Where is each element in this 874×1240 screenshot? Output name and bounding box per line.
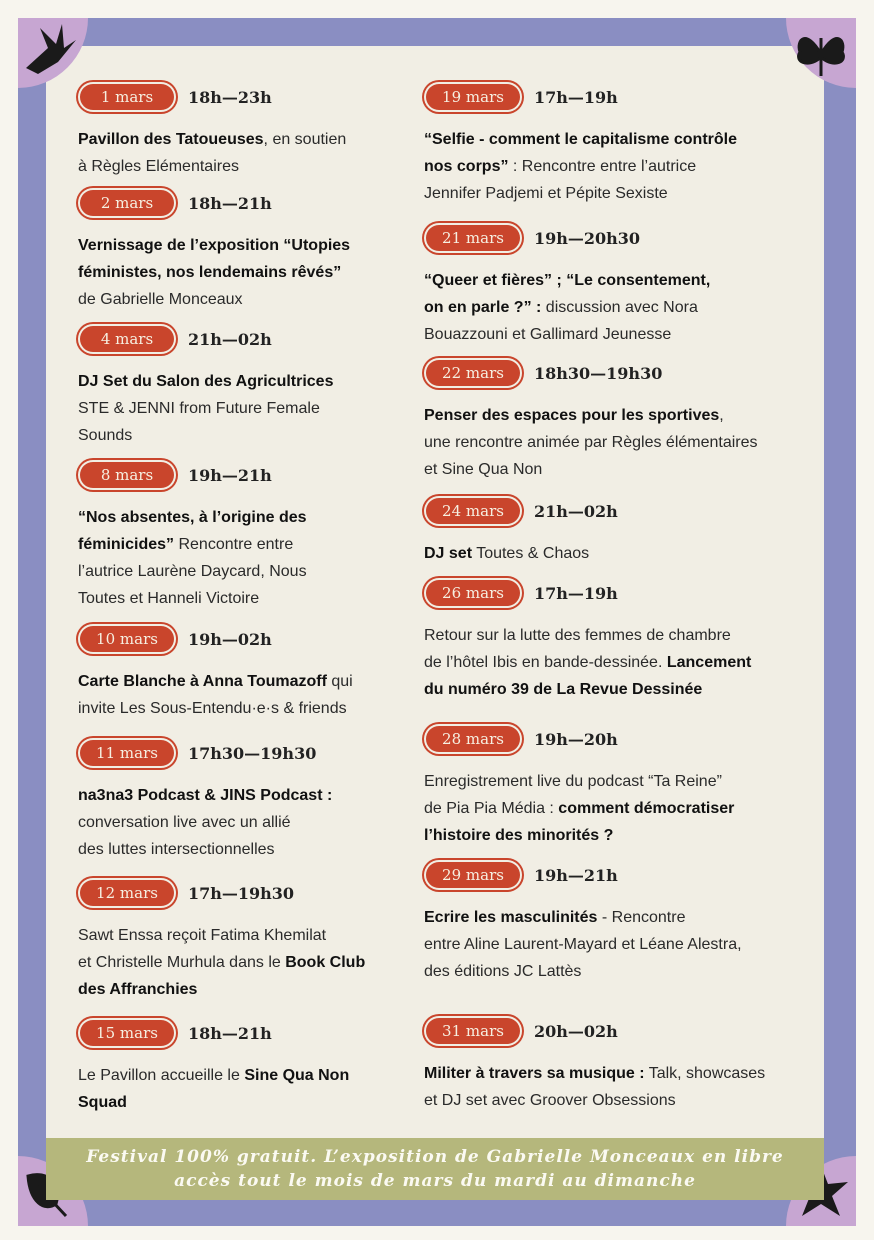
footer-line-1: Festival 100% gratuit. L’exposition de Gabrielle Monceaux en libre [86,1147,784,1167]
date-badge: 24 mars [424,496,522,526]
event-description [78,126,468,180]
event-description [78,922,468,1003]
event-body-text: de Pia Pia Média : [424,800,559,817]
event-body-text: l’autrice Laurène Daycard, Nous [78,563,307,580]
event-header [78,876,468,910]
event-body-text: invite Les Sous-Entendu·e·s & friends [78,700,347,717]
event-title-text: Pavillon des Tatoueuses [78,131,264,148]
event-time: 19h—20h [534,729,618,749]
date-badge: 22 mars [424,358,522,388]
event-description [424,768,814,849]
event-body-text: Talk, showcases [644,1065,766,1082]
event-body-text: : Rencontre entre l’autrice [508,158,697,175]
event-body-text: des luttes intersectionnelles [78,841,275,858]
event-title-text: on en parle ?” : [424,299,542,316]
event-item [424,576,814,703]
event-description [78,368,468,449]
event-body-text: Le Pavillon accueille le [78,1067,245,1084]
event-header [78,322,468,356]
event-item [78,736,468,863]
event-body-text: , [719,407,724,424]
event-description [78,232,468,313]
event-time: 21h—02h [188,329,272,349]
event-body-text: Sawt Enssa reçoit Fatima Khemilat [78,927,327,944]
event-item [424,80,814,207]
event-header [424,221,814,255]
event-body-text: à Règles Elémentaires [78,158,239,175]
event-header [424,1014,814,1048]
event-body-text: Toutes & Chaos [472,545,590,562]
event-item [78,186,468,313]
event-description [424,267,814,348]
event-time: 18h—23h [188,87,272,107]
event-header [424,80,814,114]
event-header [78,458,468,492]
event-time: 19h—21h [188,465,272,485]
event-description [78,668,468,722]
event-title-text: l’histoire des minorités ? [424,827,614,844]
event-time: 18h—21h [188,193,272,213]
event-title-text: du numéro 39 de La Revue Dessinée [424,681,703,698]
event-body-text: conversation live avec un allié [78,814,291,831]
date-badge: 28 mars [424,724,522,754]
event-body-text: STE & JENNI from Future Female [78,400,320,417]
event-item [78,322,468,449]
event-description [424,904,814,985]
event-time: 19h—02h [188,629,272,649]
event-title-text: Lancement [666,654,752,671]
event-header [78,186,468,220]
event-time: 21h—02h [534,501,618,521]
event-body-text: de Gabrielle Monceaux [78,291,243,308]
event-body-text: et DJ set avec Groover Obsessions [424,1092,676,1109]
event-body-text: Bouazzouni et Gallimard Jeunesse [424,326,672,343]
footer-line-2: accès tout le mois de mars du mardi au dimanche [174,1171,696,1191]
event-item [424,356,814,483]
butterfly-icon [786,18,856,88]
event-body-text: des éditions JC Lattès [424,963,582,980]
event-item [78,876,468,1003]
event-title-text: na3na3 Podcast & JINS Podcast : [78,787,333,804]
event-title-text: Carte Blanche à Anna Toumazoff [78,673,327,690]
event-header [424,858,814,892]
event-header [424,356,814,390]
date-badge: 15 mars [78,1018,176,1048]
event-item [78,1016,468,1116]
event-description [424,622,814,703]
event-description [424,1060,814,1114]
event-header [78,622,468,656]
event-time: 18h30—19h30 [534,363,663,383]
event-title-text: Ecrire les masculinités [424,909,598,926]
event-item [78,622,468,722]
event-time: 17h—19h [534,583,618,603]
event-header [78,1016,468,1050]
event-header [78,736,468,770]
event-description [424,402,814,483]
date-badge: 10 mars [78,624,176,654]
date-badge: 1 mars [78,82,176,112]
event-body-text: discussion avec Nora [541,299,698,316]
event-body-text: entre Aline Laurent-Mayard et Léane Alestra, [424,936,742,953]
event-description [78,1062,468,1116]
event-description [424,126,814,207]
event-body-text: de l’hôtel Ibis en bande-dessinée. [424,654,667,671]
event-title-text: féminicides” [78,536,175,553]
event-title-text: des Affranchies [78,981,198,998]
event-item [424,221,814,348]
event-title-text: Penser des espaces pour les sportives [424,407,720,424]
date-badge: 2 mars [78,188,176,218]
event-item [424,1014,814,1114]
date-badge: 21 mars [424,223,522,253]
date-badge: 19 mars [424,82,522,112]
event-item [78,458,468,612]
event-title-text: Sine Qua Non [244,1067,350,1084]
event-body-text: Rencontre entre [174,536,294,553]
event-time: 17h—19h30 [188,883,295,903]
event-item [424,494,814,567]
date-badge: 31 mars [424,1016,522,1046]
event-header [424,494,814,528]
event-body-text: Sounds [78,427,133,444]
event-title-text: Book Club [285,954,366,971]
event-title-text: Vernissage de l’exposition “Utopies [78,237,351,254]
event-body-text: Retour sur la lutte des femmes de chambre [424,627,731,644]
event-item [424,858,814,985]
date-badge: 4 mars [78,324,176,354]
event-item [78,80,468,180]
event-title-text: nos corps” [424,158,509,175]
event-body-text: Jennifer Padjemi et Pépite Sexiste [424,185,668,202]
event-item [424,722,814,849]
event-time: 19h—20h30 [534,228,641,248]
date-badge: 12 mars [78,878,176,908]
event-title-text: “Selfie - comment le capitalisme contrôle [424,131,737,148]
event-description [78,782,468,863]
event-time: 17h30—19h30 [188,743,317,763]
event-time: 17h—19h [534,87,618,107]
event-title-text: “Nos absentes, à l’origine des [78,509,307,526]
event-title-text: Squad [78,1094,127,1111]
event-body-text: une rencontre animée par Règles élémentaires [424,434,758,451]
event-description [78,504,468,612]
footer-banner [46,1138,824,1200]
event-time: 20h—02h [534,1021,618,1041]
event-title-text: comment démocratiser [558,800,735,817]
event-header [424,722,814,756]
event-title-text: DJ set [424,545,473,562]
event-body-text: - Rencontre [597,909,686,926]
event-time: 19h—21h [534,865,618,885]
event-description [424,540,814,567]
event-body-text: et Christelle Murhula dans le [78,954,286,971]
event-title-text: DJ Set du Salon des Agricultrices [78,373,334,390]
event-header [78,80,468,114]
date-badge: 11 mars [78,738,176,768]
date-badge: 29 mars [424,860,522,890]
event-title-text: “Queer et fières” ; “Le consentement, [424,272,711,289]
event-header [424,576,814,610]
event-body-text: , en soutien [263,131,347,148]
event-body-text: Enregistrement live du podcast “Ta Reine” [424,773,722,790]
event-time: 18h—21h [188,1023,272,1043]
date-badge: 26 mars [424,578,522,608]
event-body-text: qui [326,673,353,690]
event-body-text: Toutes et Hanneli Victoire [78,590,260,607]
swallow-icon [18,18,88,88]
event-title-text: féministes, nos lendemains rêvés” [78,264,342,281]
event-body-text: et Sine Qua Non [424,461,543,478]
event-title-text: Militer à travers sa musique : [424,1065,645,1082]
date-badge: 8 mars [78,460,176,490]
